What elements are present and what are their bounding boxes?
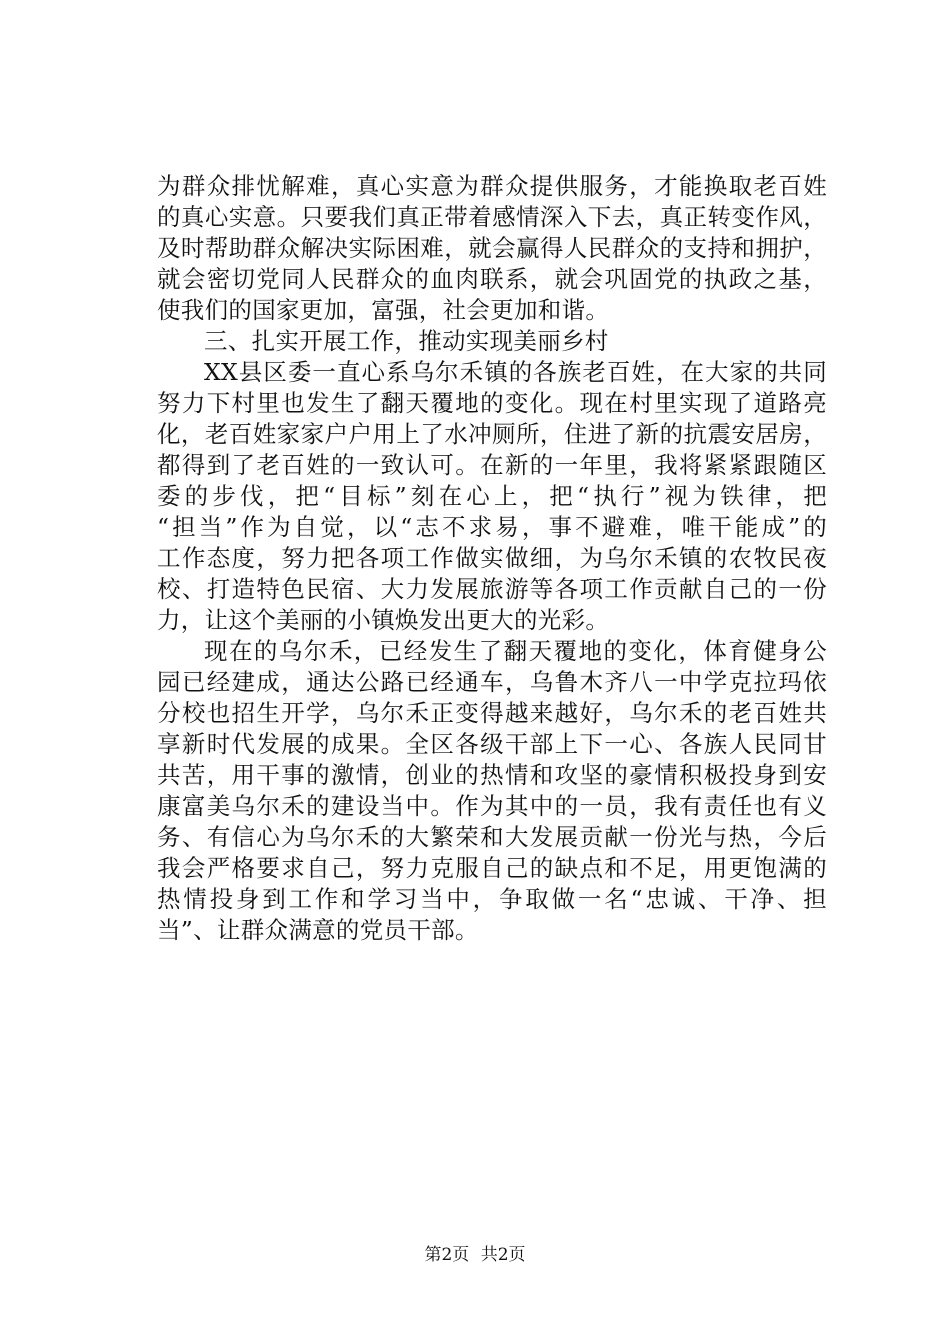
text-line: 热情投身到工作和学习当中，争取做一名“忠诚、干净、担 [157, 885, 827, 913]
text-line: 及时帮助群众解决实际困难，就会赢得人民群众的支持和拥护， [157, 234, 827, 262]
page-number-current: 第2页 [424, 1245, 470, 1265]
text-line: 都得到了老百姓的一致认可。在新的一年里，我将紧紧跟随区 [157, 451, 827, 479]
page-number-total: 共2页 [480, 1245, 526, 1265]
text-line: 园已经建成，通达公路已经通车，乌鲁木齐八一中学克拉玛依 [157, 668, 827, 696]
text-line: 工作态度，努力把各项工作做实做细，为乌尔禾镇的农牧民夜 [157, 544, 827, 572]
text-line: 委的步伐，把“目标”刻在心上，把“执行”视为铁律，把 [157, 482, 827, 510]
page-footer [0, 1244, 950, 1266]
text-line: 就会密切党同人民群众的血肉联系，就会巩固党的执政之基， [157, 265, 827, 293]
text-line: 分校也招生开学，乌尔禾正变得越来越好，乌尔禾的老百姓共 [157, 699, 827, 727]
text-line: 现在的乌尔禾，已经发生了翻天覆地的变化，体育健身公 [204, 637, 827, 665]
text-line: XX县区委一直心系乌尔禾镇的各族老百姓，在大家的共同 [204, 358, 827, 386]
text-line: 康富美乌尔禾的建设当中。作为其中的一员，我有责任也有义 [157, 792, 827, 820]
text-line: 三、扎实开展工作，推动实现美丽乡村 [204, 327, 609, 355]
text-line: 我会严格要求自己，努力克服自己的缺点和不足，用更饱满的 [157, 854, 827, 882]
text-line: “担当”作为自觉，以“志不求易，事不避难，唯干能成”的 [157, 513, 827, 541]
body-text [157, 171, 827, 946]
text-line: 化，老百姓家家户户用上了水冲厕所，住进了新的抗震安居房， [157, 420, 827, 448]
text-line: 使我们的国家更加，富强，社会更加和谐。 [157, 296, 610, 324]
text-line: 的真心实意。只要我们真正带着感情深入下去，真正转变作风， [157, 203, 827, 231]
text-line: 共苦，用干事的激情，创业的热情和攻坚的豪情积极投身到安 [157, 761, 827, 789]
text-line: 务、有信心为乌尔禾的大繁荣和大发展贡献一份光与热，今后 [157, 823, 827, 851]
text-line: 努力下村里也发生了翻天覆地的变化。现在村里实现了道路亮 [157, 389, 827, 417]
text-line: 力，让这个美丽的小镇焕发出更大的光彩。 [157, 606, 610, 634]
text-line: 为群众排忧解难，真心实意为群众提供服务，才能换取老百姓 [157, 172, 827, 200]
text-line: 享新时代发展的成果。全区各级干部上下一心、各族人民同甘 [157, 730, 827, 758]
text-line: 校、打造特色民宿、大力发展旅游等各项工作贡献自己的一份 [157, 575, 827, 603]
text-line: 当”、让群众满意的党员干部。 [157, 916, 479, 944]
